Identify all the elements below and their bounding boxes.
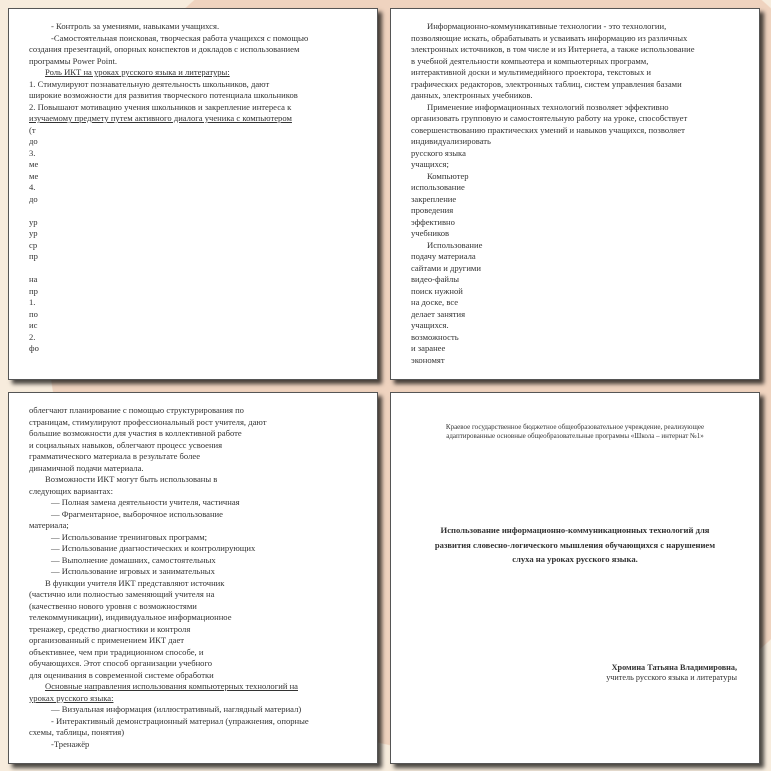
page-text — [29, 405, 357, 750]
text-line: электронных источников, в том числе и из Интернета, а также использование — [411, 44, 695, 54]
text-line: (частично или полностью заменяющий учителя на — [29, 589, 215, 599]
text-line: на доске, все — [411, 297, 459, 307]
text-fragment: ис — [29, 320, 38, 330]
text-line: индивидуализировать — [411, 136, 491, 146]
text-line: — Фрагментарное, выборочное использование — [51, 508, 223, 519]
text-line: тренажер, средство диагностики и контроля — [29, 623, 191, 634]
text-line: Информационно-коммуникативные технологии - это технологии, — [427, 21, 667, 31]
text-line: видео-файлы — [411, 274, 460, 284]
title-line: Использование информационно-коммуникационных технологий для — [440, 525, 710, 535]
text-fragment: ур — [29, 216, 38, 227]
text-line: широкие возможности для развития творческого потенциала школьников — [29, 90, 298, 100]
title-line: развития словесно-логического мышления обучающихся с нарушением — [434, 539, 716, 550]
text-line: большие возможности для участия в коллективной работе — [29, 428, 242, 438]
text-line: учащихся; — [411, 159, 449, 169]
text-line: страницам, стимулируют профессиональный рост учителя, дают — [29, 416, 267, 427]
text-line: экономят — [411, 354, 445, 365]
text-line: Возможности ИКТ могут быть использованы в — [45, 474, 218, 484]
text-line: — Выполнение домашних, самостоятельных — [51, 554, 216, 565]
text-line: в учебной деятельности компьютера и компьютерных программ, — [411, 55, 649, 66]
text-line: - Контроль за умениями, навыками учащихся. — [51, 21, 220, 31]
text-fragment: до — [29, 136, 38, 146]
text-line: русского языка — [411, 147, 466, 158]
text-line: — Использование диагностических и контролирующих — [51, 543, 256, 553]
text-line: позволяющие искать, обрабатывать и усваивать информацию из различных — [411, 32, 688, 43]
text-line: учащихся. — [411, 320, 449, 330]
text-line: использование — [411, 182, 465, 192]
text-line: уроках русского языка: — [29, 692, 114, 703]
text-line: — Визуальная информация (иллюстративный, наглядный материал) — [51, 704, 302, 714]
text-fragment: 1. — [29, 297, 36, 307]
text-line: 2. Повышают мотивацию учения школьников и закрепление интереса к — [29, 101, 292, 112]
text-line: динамичной подачи материала. — [29, 462, 144, 473]
text-line: схемы, таблицы, понятия) — [29, 727, 125, 737]
text-fragment: 2. — [29, 331, 36, 342]
page-text — [29, 21, 357, 355]
text-line: данных, электронных учебников. — [411, 90, 533, 100]
document-page-2 — [8, 392, 378, 764]
text-line: графических редакторов, электронных таблиц, систем управления базами — [411, 78, 682, 89]
text-line: -Самостоятельная поисковая, творческая работа учащихся с помощью — [51, 32, 309, 43]
text-fragment: на — [29, 274, 38, 284]
document-title-page — [390, 392, 760, 764]
text-fragment: 3. — [29, 147, 36, 158]
text-fragment — [29, 205, 357, 217]
text-line: объективнее, чем при традиционном способе, и — [29, 646, 204, 657]
text-line: организованный с применением ИКТ дает — [29, 635, 185, 645]
document-page-1 — [8, 8, 378, 380]
text-line: — Использование тренинговых программ; — [51, 531, 208, 542]
text-fragment: по — [29, 308, 38, 319]
text-line: — Использование игровых и занимательных — [51, 566, 215, 576]
text-line: (качественно нового уровня с возможностями — [29, 600, 197, 611]
text-line: Применение информационных технологий позволяет эффективно — [427, 101, 669, 112]
text-fragment: ме — [29, 170, 39, 181]
text-line: изучаемому предмету путем активного диалога ученика с компьютером — [29, 113, 292, 123]
title-line: слуха на уроках русского языка. — [512, 554, 638, 564]
text-line: материала; — [29, 520, 69, 530]
text-line: — Полная замена деятельности учителя, частичная — [51, 497, 240, 507]
document-page-3 — [390, 8, 760, 380]
document-title — [411, 523, 739, 567]
author-name: Хромина Татьяна Владимировна, — [611, 663, 737, 672]
institution-line: Краевое государственное бюджетное общеобразовательное учреждение, реализующее — [445, 423, 705, 431]
text-fragment: (т — [29, 124, 36, 135]
author-block — [606, 663, 737, 683]
text-fragment: ме — [29, 159, 39, 169]
text-fragment: пр — [29, 285, 38, 296]
text-line: Роль ИКТ на уроках русского языка и литературы: — [45, 67, 230, 77]
text-line: закрепление — [411, 193, 457, 204]
text-line: подачу материала — [411, 251, 476, 261]
text-line: поиск нужной — [411, 285, 463, 296]
text-line: совершенствованию практических умений и навыков учащихся, позволяет — [411, 124, 685, 135]
text-line: телекоммуникации), индивидуальное информационное — [29, 612, 232, 622]
institution-line: адаптированные основные общеобразовательные программы «Школа – интернат №1» — [446, 432, 704, 440]
text-line: создания презентаций, опорных конспектов и докладов с использованием — [29, 44, 300, 54]
text-line: - Интерактивный демонстрационный материал (упражнения, опорные — [51, 715, 309, 726]
text-line: 1. Стимулируют познавательную деятельность школьников, дают — [29, 78, 270, 89]
text-fragment: ср — [29, 239, 38, 250]
text-line: организовать групповую и самостоятельную работу на уроке, способствует — [411, 113, 688, 123]
text-fragment: фо — [29, 343, 39, 353]
text-fragment: пр — [29, 251, 38, 261]
text-line: обучающихся. Этот способ организации учебного — [29, 658, 213, 668]
text-line: следующих вариантах: — [29, 485, 113, 496]
text-line: проведения — [411, 205, 454, 215]
text-fragment: 4. — [29, 182, 36, 192]
text-fragment: ур — [29, 228, 38, 238]
text-line: грамматического материала в результате более — [29, 451, 201, 461]
text-line: Использование — [427, 239, 483, 250]
text-fragment — [29, 263, 357, 275]
text-line: В функции учителя ИКТ представляют источник — [45, 577, 225, 588]
author-role: учитель русского языка и литературы — [606, 673, 737, 682]
text-line: облегчают планирование с помощью структурирования по — [29, 405, 244, 415]
institution-header — [401, 423, 749, 441]
text-line: интерактивной доски и мультимедийного проектора, текстовых и — [411, 67, 651, 77]
text-line: и социальных навыков, облегчают процесс усвоения — [29, 439, 223, 450]
text-line: учебников — [411, 228, 450, 238]
text-line: сайтами и другими — [411, 262, 481, 273]
text-line: Компьютер — [427, 170, 469, 181]
text-line: для оценивания в современной системе обработки — [29, 669, 214, 680]
text-line: программы Power Point. — [29, 55, 118, 66]
text-fragment: до — [29, 193, 38, 204]
text-line: Основные направления использования компьютерных технологий на — [45, 681, 298, 691]
page-text — [411, 21, 739, 366]
text-line: эффективно — [411, 216, 455, 227]
text-line: и заранее — [411, 343, 446, 353]
text-line: -Тренажёр — [51, 738, 90, 749]
text-line: возможность — [411, 331, 459, 342]
text-line: делает занятия — [411, 308, 466, 319]
